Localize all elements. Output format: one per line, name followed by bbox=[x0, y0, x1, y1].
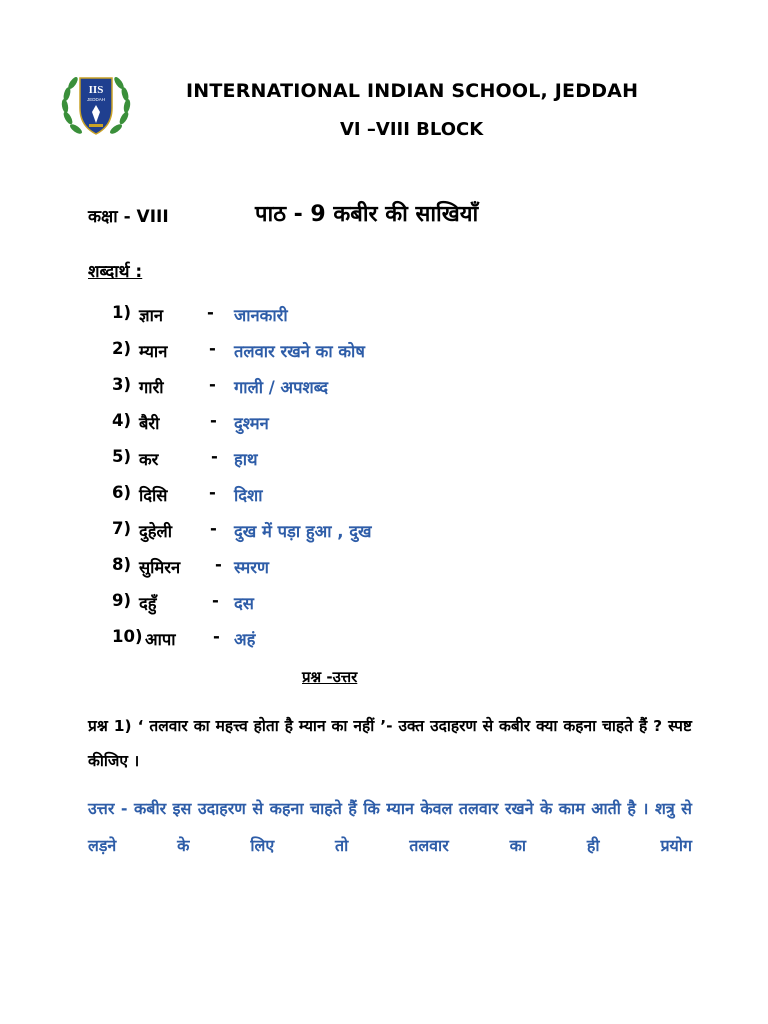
vocab-meaning: जानकारी bbox=[234, 306, 288, 325]
class-label: कक्षा - VIII bbox=[88, 207, 169, 227]
vocab-word: कर bbox=[139, 450, 159, 469]
question-text: प्रश्न 1) ‘ तलवार का महत्त्व होता है म्यान का नहीं ’- उक्त उदाहरण से कबीर क्या कहना चाहते हैं ? स्पष्ट कीजिए । bbox=[88, 717, 692, 770]
vocab-meaning: हाथ bbox=[234, 450, 258, 469]
vocab-separator: - bbox=[207, 303, 214, 322]
svg-text:JEDDAH: JEDDAH bbox=[86, 97, 106, 102]
vocab-word: दहुँ bbox=[139, 594, 157, 613]
vocab-word: ज्ञान bbox=[139, 306, 164, 325]
vocab-number: 4) bbox=[112, 411, 132, 430]
vocab-number: 2) bbox=[112, 339, 132, 358]
vocab-word: दुहेली bbox=[139, 522, 172, 541]
vocab-meaning: दस bbox=[234, 594, 254, 613]
vocab-meaning: तलवार रखने का कोष bbox=[234, 342, 365, 361]
answer-text: उत्तर - कबीर इस उदाहरण से कहना चाहते हैं कि म्यान केवल तलवार रखने के काम आती है । शत्रु से लड़ने के लिए तो तलवार का ही प्रयोग bbox=[88, 799, 692, 855]
vocab-number: 8) bbox=[112, 555, 132, 574]
vocab-meaning: दिशा bbox=[234, 486, 263, 505]
school-name: INTERNATIONAL INDIAN SCHOOL, JEDDAH bbox=[186, 80, 639, 102]
vocab-word: आपा bbox=[145, 630, 176, 649]
school-logo bbox=[58, 68, 134, 144]
svg-text:IIS: IIS bbox=[88, 84, 104, 96]
vocab-word: दिसि bbox=[139, 486, 168, 505]
qa-heading: प्रश्न -उत्तर bbox=[302, 668, 358, 686]
school-crest-icon bbox=[58, 68, 134, 144]
vocab-number: 3) bbox=[112, 375, 132, 394]
vocab-separator: - bbox=[209, 339, 216, 358]
vocab-meaning: गाली / अपशब्द bbox=[234, 378, 328, 397]
vocab-separator: - bbox=[212, 591, 219, 610]
vocab-number: 7) bbox=[112, 519, 132, 538]
lesson-title: पाठ - 9 कबीर की साखियाँ bbox=[255, 202, 479, 227]
vocab-word: बैरी bbox=[139, 414, 160, 433]
vocab-meaning: दुख में पड़ा हुआ , दुख bbox=[234, 522, 372, 541]
vocabulary-heading: शब्दार्थ : bbox=[88, 262, 143, 282]
vocab-number: 9) bbox=[112, 591, 132, 610]
vocab-separator: - bbox=[209, 375, 216, 394]
vocab-separator: - bbox=[211, 447, 218, 466]
vocab-meaning: अहं bbox=[234, 630, 256, 649]
vocab-number: 5) bbox=[112, 447, 132, 466]
vocab-meaning: दुश्मन bbox=[234, 414, 269, 433]
vocab-number: 1) bbox=[112, 303, 132, 322]
vocab-number: 10) bbox=[112, 627, 143, 646]
vocab-separator: - bbox=[210, 519, 217, 538]
vocab-word: म्यान bbox=[139, 342, 168, 361]
vocab-separator: - bbox=[215, 555, 222, 574]
vocab-separator: - bbox=[213, 627, 220, 646]
vocab-meaning: स्मरण bbox=[234, 558, 269, 577]
vocab-number: 6) bbox=[112, 483, 132, 502]
vocab-word: गारी bbox=[139, 378, 164, 397]
vocab-separator: - bbox=[209, 483, 216, 502]
vocab-word: सुमिरन bbox=[139, 558, 181, 577]
block-name: VI –VIII BLOCK bbox=[340, 119, 484, 140]
vocab-separator: - bbox=[210, 411, 217, 430]
